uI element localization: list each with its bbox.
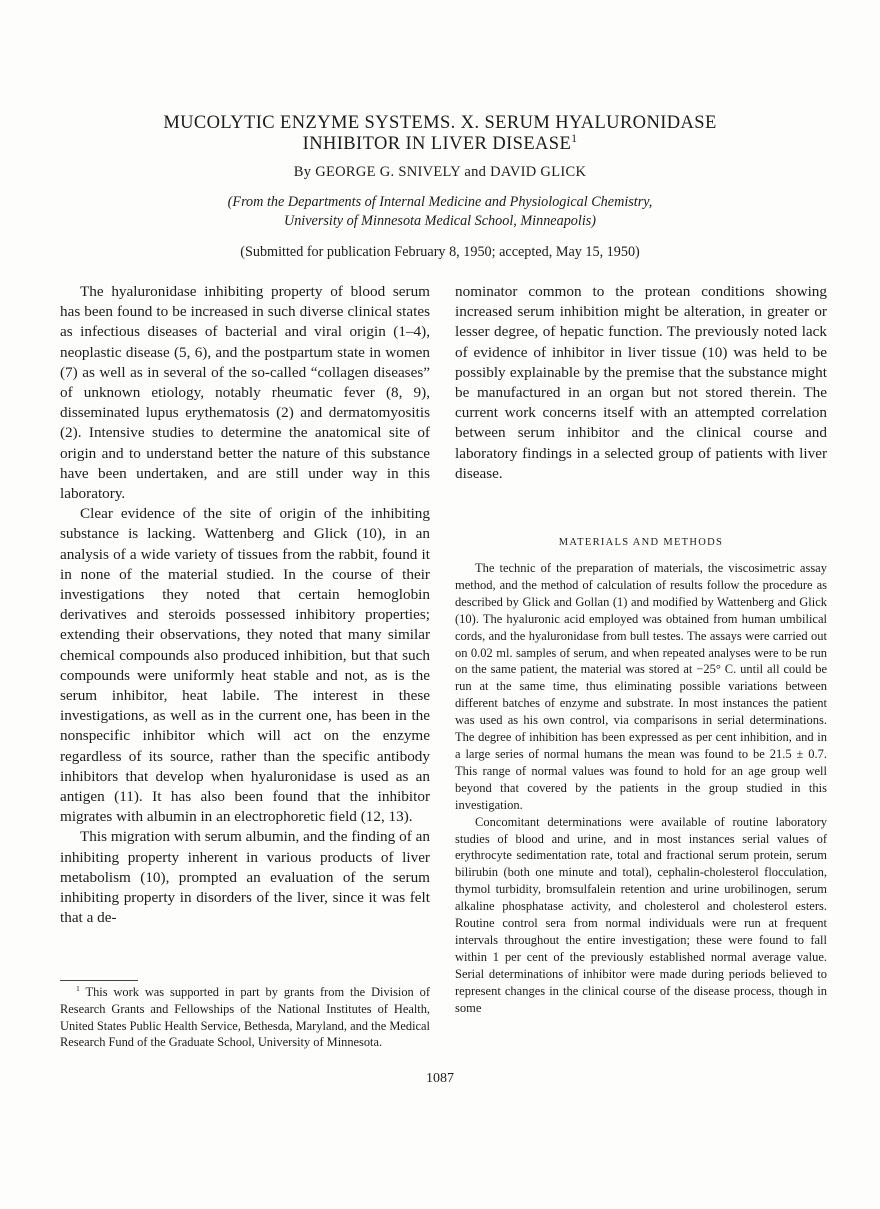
footnote-mark: 1: [76, 983, 80, 993]
left-paragraph-3: This migration with serum albumin, and the finding of an inhibiting property inherent in various products of liver metabolism (10), prompted an evaluation of the serum inhibiting property in disorders of the liver, since it was felt that a de-: [60, 828, 430, 927]
right-column-methods: [455, 560, 827, 1016]
left-paragraph-2: Clear evidence of the site of origin of the inhibiting substance is lacking. Wattenberg and Glick (10), in an analysis of a wide variety of tissues from the rabbit, found it in none of the material studied. In the course of their investigations they noted that certain hemoglobin derivatives and steroids possessed inhibitory properties; extending their observations, they noted that many similar chemical compounds also produced inhibition, but that such compounds were uniformly heat stable and not, as is the serum inhibitor, heat labile. The interest in these investigations, as well as in the current one, has been in the nonspecific inhibitor which will act on the enzyme regardless of its source, rather than the specific antibody inhibitors that develop when hyaluronidase is used as an antigen (11). It has also been found that the inhibitor migrates with albumin in an electrophoretic field (12, 13).: [60, 505, 430, 826]
title-line-2-text: INHIBITOR IN LIVER DISEASE: [302, 134, 572, 154]
footnote: [60, 984, 430, 1051]
affiliation: [60, 193, 820, 231]
page-number: 1087: [426, 1071, 454, 1086]
left-paragraph-1: The hyaluronidase inhibiting property of blood serum has been found to be increased in such diverse clinical states as infectious diseases of bacterial and viral origin (1–4), neoplastic disease (5, 6), and the postpartum state in women (7) as well as in several of the so-called “collagen diseases” of unknown etiology, notably rheumatic fever (8, 9), disseminated lupus erythematosis (2) and dermatomyositis (2). Intensive studies to determine the anatomical site of origin and to understand better the nature of this substance have been undertaken, and are still under way in this laboratory.: [60, 283, 430, 503]
title-footnote-mark: 1: [571, 132, 578, 145]
affiliation-line-1: (From the Departments of Internal Medicine and Physiological Chemistry,: [227, 194, 653, 210]
submission-dates: (Submitted for publication February 8, 1950; accepted, May 15, 1950): [240, 244, 640, 260]
left-column: [60, 282, 430, 929]
methods-paragraph-2: Concomitant determinations were available of routine laboratory studies of blood and urine, and in most instances serial values of erythrocyte sedimentation rate, total and fractional serum protein, serum bilirubin (both one minute and total), cephalin-cholesterol flocculation, thymol turbidity, bromsulfalein retention and urine urobilinogen, serum alkaline phosphatase activity, and cholesterol and cholesterol esters. Routine control sera from normal individuals were run at frequent intervals throughout the entire investigation; these were found to fall within 1 per cent of the previously established normal average value. Serial determinations of inhibitor were made during periods believed to represent changes in the clinical course of the disease process, though in some: [455, 814, 827, 1015]
section-heading: MATERIALS AND METHODS: [558, 537, 724, 548]
article-title: [60, 113, 820, 155]
affiliation-line-2: University of Minnesota Medical School, Minneapolis): [283, 213, 597, 229]
right-column-intro: [455, 282, 827, 484]
author-byline: By GEORGE G. SNIVELY and DAVID GLICK: [293, 164, 587, 180]
footnote-text: This work was supported in part by grants from the Division of Research Grants and Fellowships of the National Institutes of Health, United States Public Health Service, Bethesda, Maryland, and the Medical Research Fund of the Graduate School, University of Minnesota.: [60, 985, 430, 1050]
title-line-1: MUCOLYTIC ENZYME SYSTEMS. X. SERUM HYALURONIDASE: [163, 113, 717, 133]
title-line-2: [60, 134, 820, 155]
methods-paragraph-1: The technic of the preparation of materials, the viscosimetric assay method, and the method of calculation of results follow the procedure as described by Glick and Gollan (1) and modified by Wattenberg and Glick (10). The hyaluronic acid employed was obtained from human umbilical cords, and the hyaluronidase from bull testes. The assays were carried out on 0.02 ml. samples of serum, and when repeated analyses were to be run on the same patient, the material was stored at −25° C. until all could be run at the same time, thus eliminating possible variations between different batches of enzyme and substrate. In most instances the patient was used as his own control, via comparisons in serial determinations. The degree of inhibition has been expressed as per cent inhibition, and in a large series of normal humans the mean was found to be 21.5 ± 0.7. This range of normal values was found to hold for an age group well beyond that covered by the patients in the group studied in this investigation.: [455, 561, 827, 812]
footnote-divider: [60, 980, 138, 981]
right-paragraph-1: nominator common to the protean conditions showing increased serum inhibition might be alteration, in greater or lesser degree, of hepatic function. The previously noted lack of evidence of inhibitor in liver tissue (10) was held to be possibly explainable by the premise that the substance might be manufactured in an organ but not stored therein. The current work concerns itself with an attempted correlation between serum inhibitor and the clinical course and laboratory findings in a selected group of patients with liver disease.: [455, 283, 827, 482]
